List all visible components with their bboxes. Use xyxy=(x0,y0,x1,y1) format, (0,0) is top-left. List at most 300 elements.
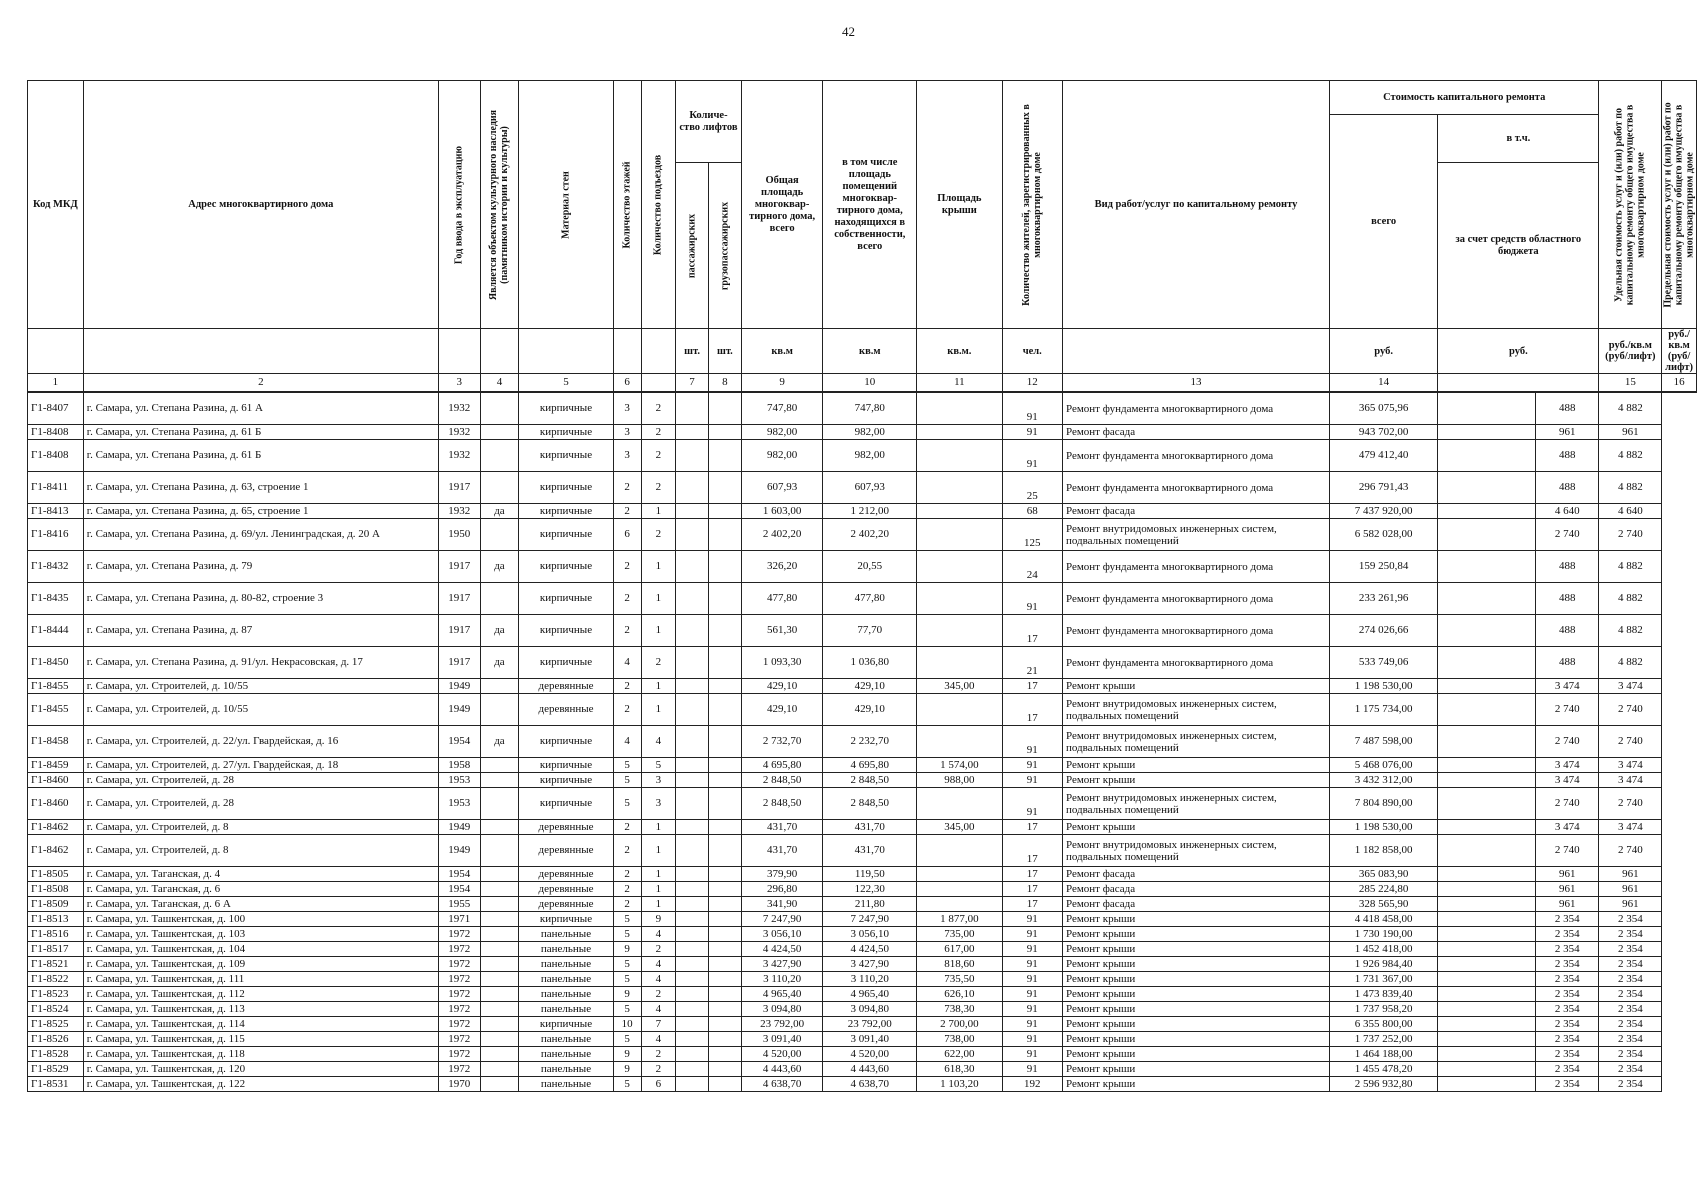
cell-material: кирпичные xyxy=(519,425,613,440)
cell-residents: 192 xyxy=(1002,1077,1062,1092)
cell-material: кирпичные xyxy=(519,551,613,583)
cell-lifts-passenger xyxy=(676,788,709,820)
cell-lifts-cargo xyxy=(708,942,741,957)
cell-lifts-passenger xyxy=(676,726,709,758)
table-row xyxy=(28,1047,1697,1062)
header-address: Адрес многоквартирного дома xyxy=(83,81,438,329)
cell-address: г. Самара, ул. Таганская, д. 4 xyxy=(83,867,438,882)
cell-roof-area: 622,00 xyxy=(917,1047,1002,1062)
cell-roof-area xyxy=(917,835,1002,867)
cell-roof-area xyxy=(917,519,1002,551)
cell-entrances: 1 xyxy=(641,835,676,867)
cell-roof-area xyxy=(917,882,1002,897)
header-unit-cost: Удельная стоимость услуг и (или) работ по капитальному ремонту общего имущества в многоквартирном доме xyxy=(1599,81,1662,329)
cell-year: 1917 xyxy=(438,647,480,679)
cell-roof-area: 738,00 xyxy=(917,1032,1002,1047)
table-row xyxy=(28,957,1697,972)
cell-roof-area xyxy=(917,615,1002,647)
table-row xyxy=(28,519,1697,551)
cell-owned-area: 1 036,80 xyxy=(823,647,917,679)
cell-material: панельные xyxy=(519,957,613,972)
cell-year: 1954 xyxy=(438,882,480,897)
cell-owned-area: 431,70 xyxy=(823,820,917,835)
cell-code: Г1-8508 xyxy=(28,882,84,897)
cell-material: панельные xyxy=(519,942,613,957)
cell-floors: 5 xyxy=(613,957,641,972)
cell-lifts-passenger xyxy=(676,1002,709,1017)
cell-work-type: Ремонт крыши xyxy=(1062,1077,1329,1092)
cell-lifts-passenger xyxy=(676,647,709,679)
cell-roof-area xyxy=(917,583,1002,615)
cell-residents: 91 xyxy=(1002,1062,1062,1077)
cell-cost-total: 365 083,90 xyxy=(1329,867,1437,882)
cell-floors: 9 xyxy=(613,942,641,957)
cell-unit-cost: 961 xyxy=(1535,897,1599,912)
header-heritage: Является объектом культурного наследия (памятником истории и культуры) xyxy=(480,81,519,329)
cell-cost-total: 6 582 028,00 xyxy=(1329,519,1437,551)
cell-cost-regional xyxy=(1438,942,1536,957)
cell-address: г. Самара, ул. Ташкентская, д. 113 xyxy=(83,1002,438,1017)
header-lifts-cargo: грузопассажирских xyxy=(708,163,741,329)
cell-work-type: Ремонт фасада xyxy=(1062,882,1329,897)
cell-residents: 91 xyxy=(1002,440,1062,472)
cell-unit-cost: 3 474 xyxy=(1535,820,1599,835)
table-row xyxy=(28,1062,1697,1077)
cell-total-area: 23 792,00 xyxy=(741,1017,823,1032)
cell-cost-total: 6 355 800,00 xyxy=(1329,1017,1437,1032)
cell-total-area: 1 603,00 xyxy=(741,504,823,519)
cell-residents: 91 xyxy=(1002,726,1062,758)
cell-floors: 5 xyxy=(613,927,641,942)
cell-total-area: 3 427,90 xyxy=(741,957,823,972)
cell-material: панельные xyxy=(519,927,613,942)
column-number: 10 xyxy=(823,374,917,393)
cell-total-area: 341,90 xyxy=(741,897,823,912)
table-row xyxy=(28,425,1697,440)
cell-roof-area xyxy=(917,472,1002,504)
cell-max-cost: 4 882 xyxy=(1599,615,1662,647)
cell-lifts-passenger xyxy=(676,835,709,867)
cell-cost-regional xyxy=(1438,440,1536,472)
cell-total-area: 4 965,40 xyxy=(741,987,823,1002)
column-number: 12 xyxy=(1002,374,1062,393)
table-row xyxy=(28,1077,1697,1092)
column-number: 1 xyxy=(28,374,84,393)
cell-entrances: 6 xyxy=(641,1077,676,1092)
unit-unit-cost: руб./кв.м (руб/лифт) xyxy=(1599,329,1662,374)
cell-lifts-passenger xyxy=(676,942,709,957)
cell-address: г. Самара, ул. Ташкентская, д. 109 xyxy=(83,957,438,972)
cell-heritage xyxy=(480,519,519,551)
table-row xyxy=(28,820,1697,835)
cell-unit-cost: 488 xyxy=(1535,583,1599,615)
cell-lifts-cargo xyxy=(708,726,741,758)
cell-entrances: 2 xyxy=(641,425,676,440)
cell-residents: 91 xyxy=(1002,758,1062,773)
table-row xyxy=(28,583,1697,615)
table-row xyxy=(28,927,1697,942)
cell-cost-regional xyxy=(1438,972,1536,987)
cell-entrances: 3 xyxy=(641,773,676,788)
cell-total-area: 4 520,00 xyxy=(741,1047,823,1062)
cell-entrances: 1 xyxy=(641,897,676,912)
cell-cost-regional xyxy=(1438,820,1536,835)
cell-code: Г1-8413 xyxy=(28,504,84,519)
header-roof-area: Площадь крыши xyxy=(917,81,1002,329)
cell-address: г. Самара, ул. Строителей, д. 10/55 xyxy=(83,694,438,726)
cell-floors: 6 xyxy=(613,519,641,551)
cell-total-area: 7 247,90 xyxy=(741,912,823,927)
cell-material: кирпичные xyxy=(519,440,613,472)
cell-heritage xyxy=(480,972,519,987)
cell-total-area: 296,80 xyxy=(741,882,823,897)
cell-heritage: да xyxy=(480,551,519,583)
cell-total-area: 326,20 xyxy=(741,551,823,583)
cell-lifts-passenger xyxy=(676,392,709,425)
cell-roof-area xyxy=(917,726,1002,758)
cell-owned-area: 20,55 xyxy=(823,551,917,583)
cell-lifts-passenger xyxy=(676,897,709,912)
cell-unit-cost: 2 354 xyxy=(1535,1017,1599,1032)
cell-cost-regional xyxy=(1438,835,1536,867)
cell-lifts-cargo xyxy=(708,882,741,897)
column-number: 5 xyxy=(519,374,613,393)
cell-material: кирпичные xyxy=(519,647,613,679)
cell-cost-total: 1 926 984,40 xyxy=(1329,957,1437,972)
cell-owned-area: 211,80 xyxy=(823,897,917,912)
cell-entrances: 4 xyxy=(641,927,676,942)
cell-material: кирпичные xyxy=(519,773,613,788)
cell-max-cost: 961 xyxy=(1599,425,1662,440)
cell-roof-area: 345,00 xyxy=(917,820,1002,835)
cell-max-cost: 4 882 xyxy=(1599,583,1662,615)
cell-owned-area: 747,80 xyxy=(823,392,917,425)
column-number: 4 xyxy=(480,374,519,393)
column-number: 3 xyxy=(438,374,480,393)
cell-entrances: 1 xyxy=(641,679,676,694)
cell-total-area: 3 056,10 xyxy=(741,927,823,942)
cell-owned-area: 2 402,20 xyxy=(823,519,917,551)
cell-unit-cost: 2 354 xyxy=(1535,927,1599,942)
cell-unit-cost: 2 354 xyxy=(1535,1002,1599,1017)
cell-lifts-cargo xyxy=(708,1032,741,1047)
table-row xyxy=(28,758,1697,773)
cell-total-area: 429,10 xyxy=(741,694,823,726)
cell-material: кирпичные xyxy=(519,472,613,504)
cell-unit-cost: 3 474 xyxy=(1535,758,1599,773)
cell-heritage: да xyxy=(480,647,519,679)
cell-work-type: Ремонт фундамента многоквартирного дома xyxy=(1062,392,1329,425)
cell-lifts-passenger xyxy=(676,1062,709,1077)
cell-lifts-passenger xyxy=(676,758,709,773)
cell-cost-total: 1 175 734,00 xyxy=(1329,694,1437,726)
cell-year: 1953 xyxy=(438,773,480,788)
cell-address: г. Самара, ул. Ташкентская, д. 104 xyxy=(83,942,438,957)
cell-work-type: Ремонт внутридомовых инженерных систем, подвальных помещений xyxy=(1062,726,1329,758)
cell-floors: 5 xyxy=(613,972,641,987)
cell-cost-regional xyxy=(1438,1032,1536,1047)
cell-total-area: 2 402,20 xyxy=(741,519,823,551)
table-row xyxy=(28,615,1697,647)
cell-lifts-passenger xyxy=(676,820,709,835)
cell-heritage xyxy=(480,1032,519,1047)
table-row xyxy=(28,679,1697,694)
table-row xyxy=(28,440,1697,472)
cell-floors: 5 xyxy=(613,773,641,788)
cell-floors: 5 xyxy=(613,1077,641,1092)
cell-heritage xyxy=(480,927,519,942)
cell-unit-cost: 488 xyxy=(1535,440,1599,472)
cell-lifts-passenger xyxy=(676,615,709,647)
cell-cost-regional xyxy=(1438,758,1536,773)
cell-roof-area: 626,10 xyxy=(917,987,1002,1002)
cell-floors: 2 xyxy=(613,694,641,726)
column-number: 2 xyxy=(83,374,438,393)
cell-entrances: 2 xyxy=(641,1047,676,1062)
cell-lifts-passenger xyxy=(676,912,709,927)
cell-entrances: 3 xyxy=(641,788,676,820)
cell-max-cost: 2 354 xyxy=(1599,912,1662,927)
cell-cost-regional xyxy=(1438,773,1536,788)
cell-year: 1917 xyxy=(438,472,480,504)
cell-roof-area: 818,60 xyxy=(917,957,1002,972)
cell-lifts-passenger xyxy=(676,1077,709,1092)
cell-max-cost: 2 740 xyxy=(1599,694,1662,726)
cell-address: г. Самара, ул. Строителей, д. 28 xyxy=(83,788,438,820)
cell-unit-cost: 961 xyxy=(1535,882,1599,897)
cell-max-cost: 3 474 xyxy=(1599,773,1662,788)
cell-material: деревянные xyxy=(519,679,613,694)
cell-cost-regional xyxy=(1438,957,1536,972)
cell-work-type: Ремонт фасада xyxy=(1062,504,1329,519)
cell-lifts-passenger xyxy=(676,882,709,897)
cell-work-type: Ремонт фундамента многоквартирного дома xyxy=(1062,615,1329,647)
cell-material: панельные xyxy=(519,1077,613,1092)
cell-owned-area: 3 094,80 xyxy=(823,1002,917,1017)
cell-total-area: 4 443,60 xyxy=(741,1062,823,1077)
cell-cost-total: 1 473 839,40 xyxy=(1329,987,1437,1002)
table-row xyxy=(28,987,1697,1002)
cell-owned-area: 982,00 xyxy=(823,440,917,472)
cell-address: г. Самара, ул. Ташкентская, д. 114 xyxy=(83,1017,438,1032)
cell-code: Г1-8444 xyxy=(28,615,84,647)
cell-residents: 68 xyxy=(1002,504,1062,519)
cell-year: 1972 xyxy=(438,1032,480,1047)
cell-floors: 2 xyxy=(613,504,641,519)
table-row xyxy=(28,647,1697,679)
cell-year: 1949 xyxy=(438,820,480,835)
cell-cost-regional xyxy=(1438,694,1536,726)
cell-code: Г1-8523 xyxy=(28,987,84,1002)
cell-code: Г1-8460 xyxy=(28,788,84,820)
cell-cost-regional xyxy=(1438,867,1536,882)
cell-material: кирпичные xyxy=(519,519,613,551)
cell-address: г. Самара, ул. Ташкентская, д. 122 xyxy=(83,1077,438,1092)
cell-address: г. Самара, ул. Строителей, д. 27/ул. Гвардейская, д. 18 xyxy=(83,758,438,773)
cell-cost-total: 479 412,40 xyxy=(1329,440,1437,472)
cell-total-area: 429,10 xyxy=(741,679,823,694)
cell-material: панельные xyxy=(519,987,613,1002)
cell-address: г. Самара, ул. Строителей, д. 10/55 xyxy=(83,679,438,694)
cell-max-cost: 2 740 xyxy=(1599,835,1662,867)
cell-code: Г1-8435 xyxy=(28,583,84,615)
cell-lifts-cargo xyxy=(708,912,741,927)
cell-max-cost: 2 354 xyxy=(1599,1062,1662,1077)
cell-material: деревянные xyxy=(519,835,613,867)
cell-material: кирпичные xyxy=(519,912,613,927)
cell-address: г. Самара, ул. Степана Разина, д. 63, строение 1 xyxy=(83,472,438,504)
cell-cost-total: 285 224,80 xyxy=(1329,882,1437,897)
cell-year: 1950 xyxy=(438,519,480,551)
cell-total-area: 561,30 xyxy=(741,615,823,647)
cell-heritage xyxy=(480,758,519,773)
cell-cost-total: 533 749,06 xyxy=(1329,647,1437,679)
cell-roof-area: 1 103,20 xyxy=(917,1077,1002,1092)
cell-residents: 25 xyxy=(1002,472,1062,504)
cell-max-cost: 2 354 xyxy=(1599,1017,1662,1032)
cell-max-cost: 4 882 xyxy=(1599,551,1662,583)
cell-floors: 5 xyxy=(613,788,641,820)
cell-total-area: 3 110,20 xyxy=(741,972,823,987)
cell-work-type: Ремонт крыши xyxy=(1062,1062,1329,1077)
cell-cost-total: 1 452 418,00 xyxy=(1329,942,1437,957)
cell-entrances: 1 xyxy=(641,694,676,726)
cell-code: Г1-8462 xyxy=(28,835,84,867)
cell-work-type: Ремонт фундамента многоквартирного дома xyxy=(1062,647,1329,679)
cell-entrances: 2 xyxy=(641,440,676,472)
cell-unit-cost: 2 354 xyxy=(1535,972,1599,987)
cell-entrances: 1 xyxy=(641,867,676,882)
cell-max-cost: 961 xyxy=(1599,897,1662,912)
cell-code: Г1-8455 xyxy=(28,694,84,726)
cell-unit-cost: 488 xyxy=(1535,615,1599,647)
cell-code: Г1-8531 xyxy=(28,1077,84,1092)
cell-roof-area: 345,00 xyxy=(917,679,1002,694)
unit-cost-total: руб. xyxy=(1329,329,1437,374)
cell-floors: 5 xyxy=(613,1002,641,1017)
cell-cost-regional xyxy=(1438,1017,1536,1032)
cell-owned-area: 982,00 xyxy=(823,425,917,440)
cell-cost-regional xyxy=(1438,647,1536,679)
cell-material: кирпичные xyxy=(519,758,613,773)
cell-heritage xyxy=(480,1062,519,1077)
cell-cost-total: 7 487 598,00 xyxy=(1329,726,1437,758)
cell-heritage xyxy=(480,788,519,820)
cell-entrances: 7 xyxy=(641,1017,676,1032)
cell-residents: 91 xyxy=(1002,957,1062,972)
cell-lifts-cargo xyxy=(708,773,741,788)
cell-max-cost: 4 882 xyxy=(1599,440,1662,472)
cell-unit-cost: 2 354 xyxy=(1535,1062,1599,1077)
cell-residents: 17 xyxy=(1002,897,1062,912)
cell-owned-area: 23 792,00 xyxy=(823,1017,917,1032)
cell-heritage xyxy=(480,987,519,1002)
cell-address: г. Самара, ул. Степана Разина, д. 61 А xyxy=(83,392,438,425)
cell-work-type: Ремонт фундамента многоквартирного дома xyxy=(1062,551,1329,583)
cell-floors: 2 xyxy=(613,897,641,912)
cell-roof-area xyxy=(917,694,1002,726)
cell-max-cost: 4 882 xyxy=(1599,392,1662,425)
cell-work-type: Ремонт внутридомовых инженерных систем, подвальных помещений xyxy=(1062,788,1329,820)
cell-work-type: Ремонт фасада xyxy=(1062,867,1329,882)
cell-floors: 3 xyxy=(613,440,641,472)
cell-code: Г1-8509 xyxy=(28,897,84,912)
cell-cost-total: 1 198 530,00 xyxy=(1329,679,1437,694)
cell-address: г. Самара, ул. Строителей, д. 8 xyxy=(83,820,438,835)
cell-year: 1949 xyxy=(438,694,480,726)
table-row xyxy=(28,773,1697,788)
cell-cost-total: 296 791,43 xyxy=(1329,472,1437,504)
cell-cost-total: 4 418 458,00 xyxy=(1329,912,1437,927)
cell-material: деревянные xyxy=(519,882,613,897)
cell-unit-cost: 2 354 xyxy=(1535,1032,1599,1047)
cell-residents: 17 xyxy=(1002,694,1062,726)
cell-code: Г1-8432 xyxy=(28,551,84,583)
cell-floors: 2 xyxy=(613,615,641,647)
page-number: 42 xyxy=(842,24,855,39)
cell-lifts-cargo xyxy=(708,1062,741,1077)
column-number xyxy=(641,374,676,393)
cell-lifts-passenger xyxy=(676,425,709,440)
cell-floors: 5 xyxy=(613,912,641,927)
cell-code: Г1-8411 xyxy=(28,472,84,504)
cell-address: г. Самара, ул. Таганская, д. 6 А xyxy=(83,897,438,912)
cell-floors: 5 xyxy=(613,758,641,773)
cell-code: Г1-8416 xyxy=(28,519,84,551)
cell-cost-regional xyxy=(1438,882,1536,897)
cell-entrances: 4 xyxy=(641,957,676,972)
cell-entrances: 1 xyxy=(641,551,676,583)
cell-max-cost: 961 xyxy=(1599,882,1662,897)
cell-max-cost: 2 354 xyxy=(1599,972,1662,987)
cell-cost-total: 7 804 890,00 xyxy=(1329,788,1437,820)
cell-heritage xyxy=(480,1002,519,1017)
cell-unit-cost: 3 474 xyxy=(1535,773,1599,788)
cell-unit-cost: 2 354 xyxy=(1535,1047,1599,1062)
cell-year: 1970 xyxy=(438,1077,480,1092)
cell-lifts-passenger xyxy=(676,867,709,882)
cell-floors: 10 xyxy=(613,1017,641,1032)
cell-roof-area: 1 574,00 xyxy=(917,758,1002,773)
cell-owned-area: 122,30 xyxy=(823,882,917,897)
cell-residents: 17 xyxy=(1002,679,1062,694)
cell-lifts-cargo xyxy=(708,1017,741,1032)
cell-work-type: Ремонт фундамента многоквартирного дома xyxy=(1062,583,1329,615)
cell-floors: 2 xyxy=(613,882,641,897)
cell-roof-area xyxy=(917,440,1002,472)
cell-lifts-passenger xyxy=(676,1047,709,1062)
table-row xyxy=(28,726,1697,758)
cell-year: 1953 xyxy=(438,788,480,820)
cell-lifts-cargo xyxy=(708,440,741,472)
cell-floors: 3 xyxy=(613,425,641,440)
cell-lifts-cargo xyxy=(708,472,741,504)
cell-year: 1954 xyxy=(438,867,480,882)
cell-cost-total: 1 737 252,00 xyxy=(1329,1032,1437,1047)
cell-address: г. Самара, ул. Строителей, д. 8 xyxy=(83,835,438,867)
cell-max-cost: 2 354 xyxy=(1599,987,1662,1002)
cell-floors: 4 xyxy=(613,726,641,758)
column-number: 8 xyxy=(708,374,741,393)
cell-roof-area: 618,30 xyxy=(917,1062,1002,1077)
cell-work-type: Ремонт крыши xyxy=(1062,957,1329,972)
cell-max-cost: 2 354 xyxy=(1599,957,1662,972)
cell-year: 1972 xyxy=(438,1047,480,1062)
cell-total-area: 2 848,50 xyxy=(741,788,823,820)
table-row xyxy=(28,788,1697,820)
cell-heritage xyxy=(480,882,519,897)
cell-roof-area xyxy=(917,392,1002,425)
